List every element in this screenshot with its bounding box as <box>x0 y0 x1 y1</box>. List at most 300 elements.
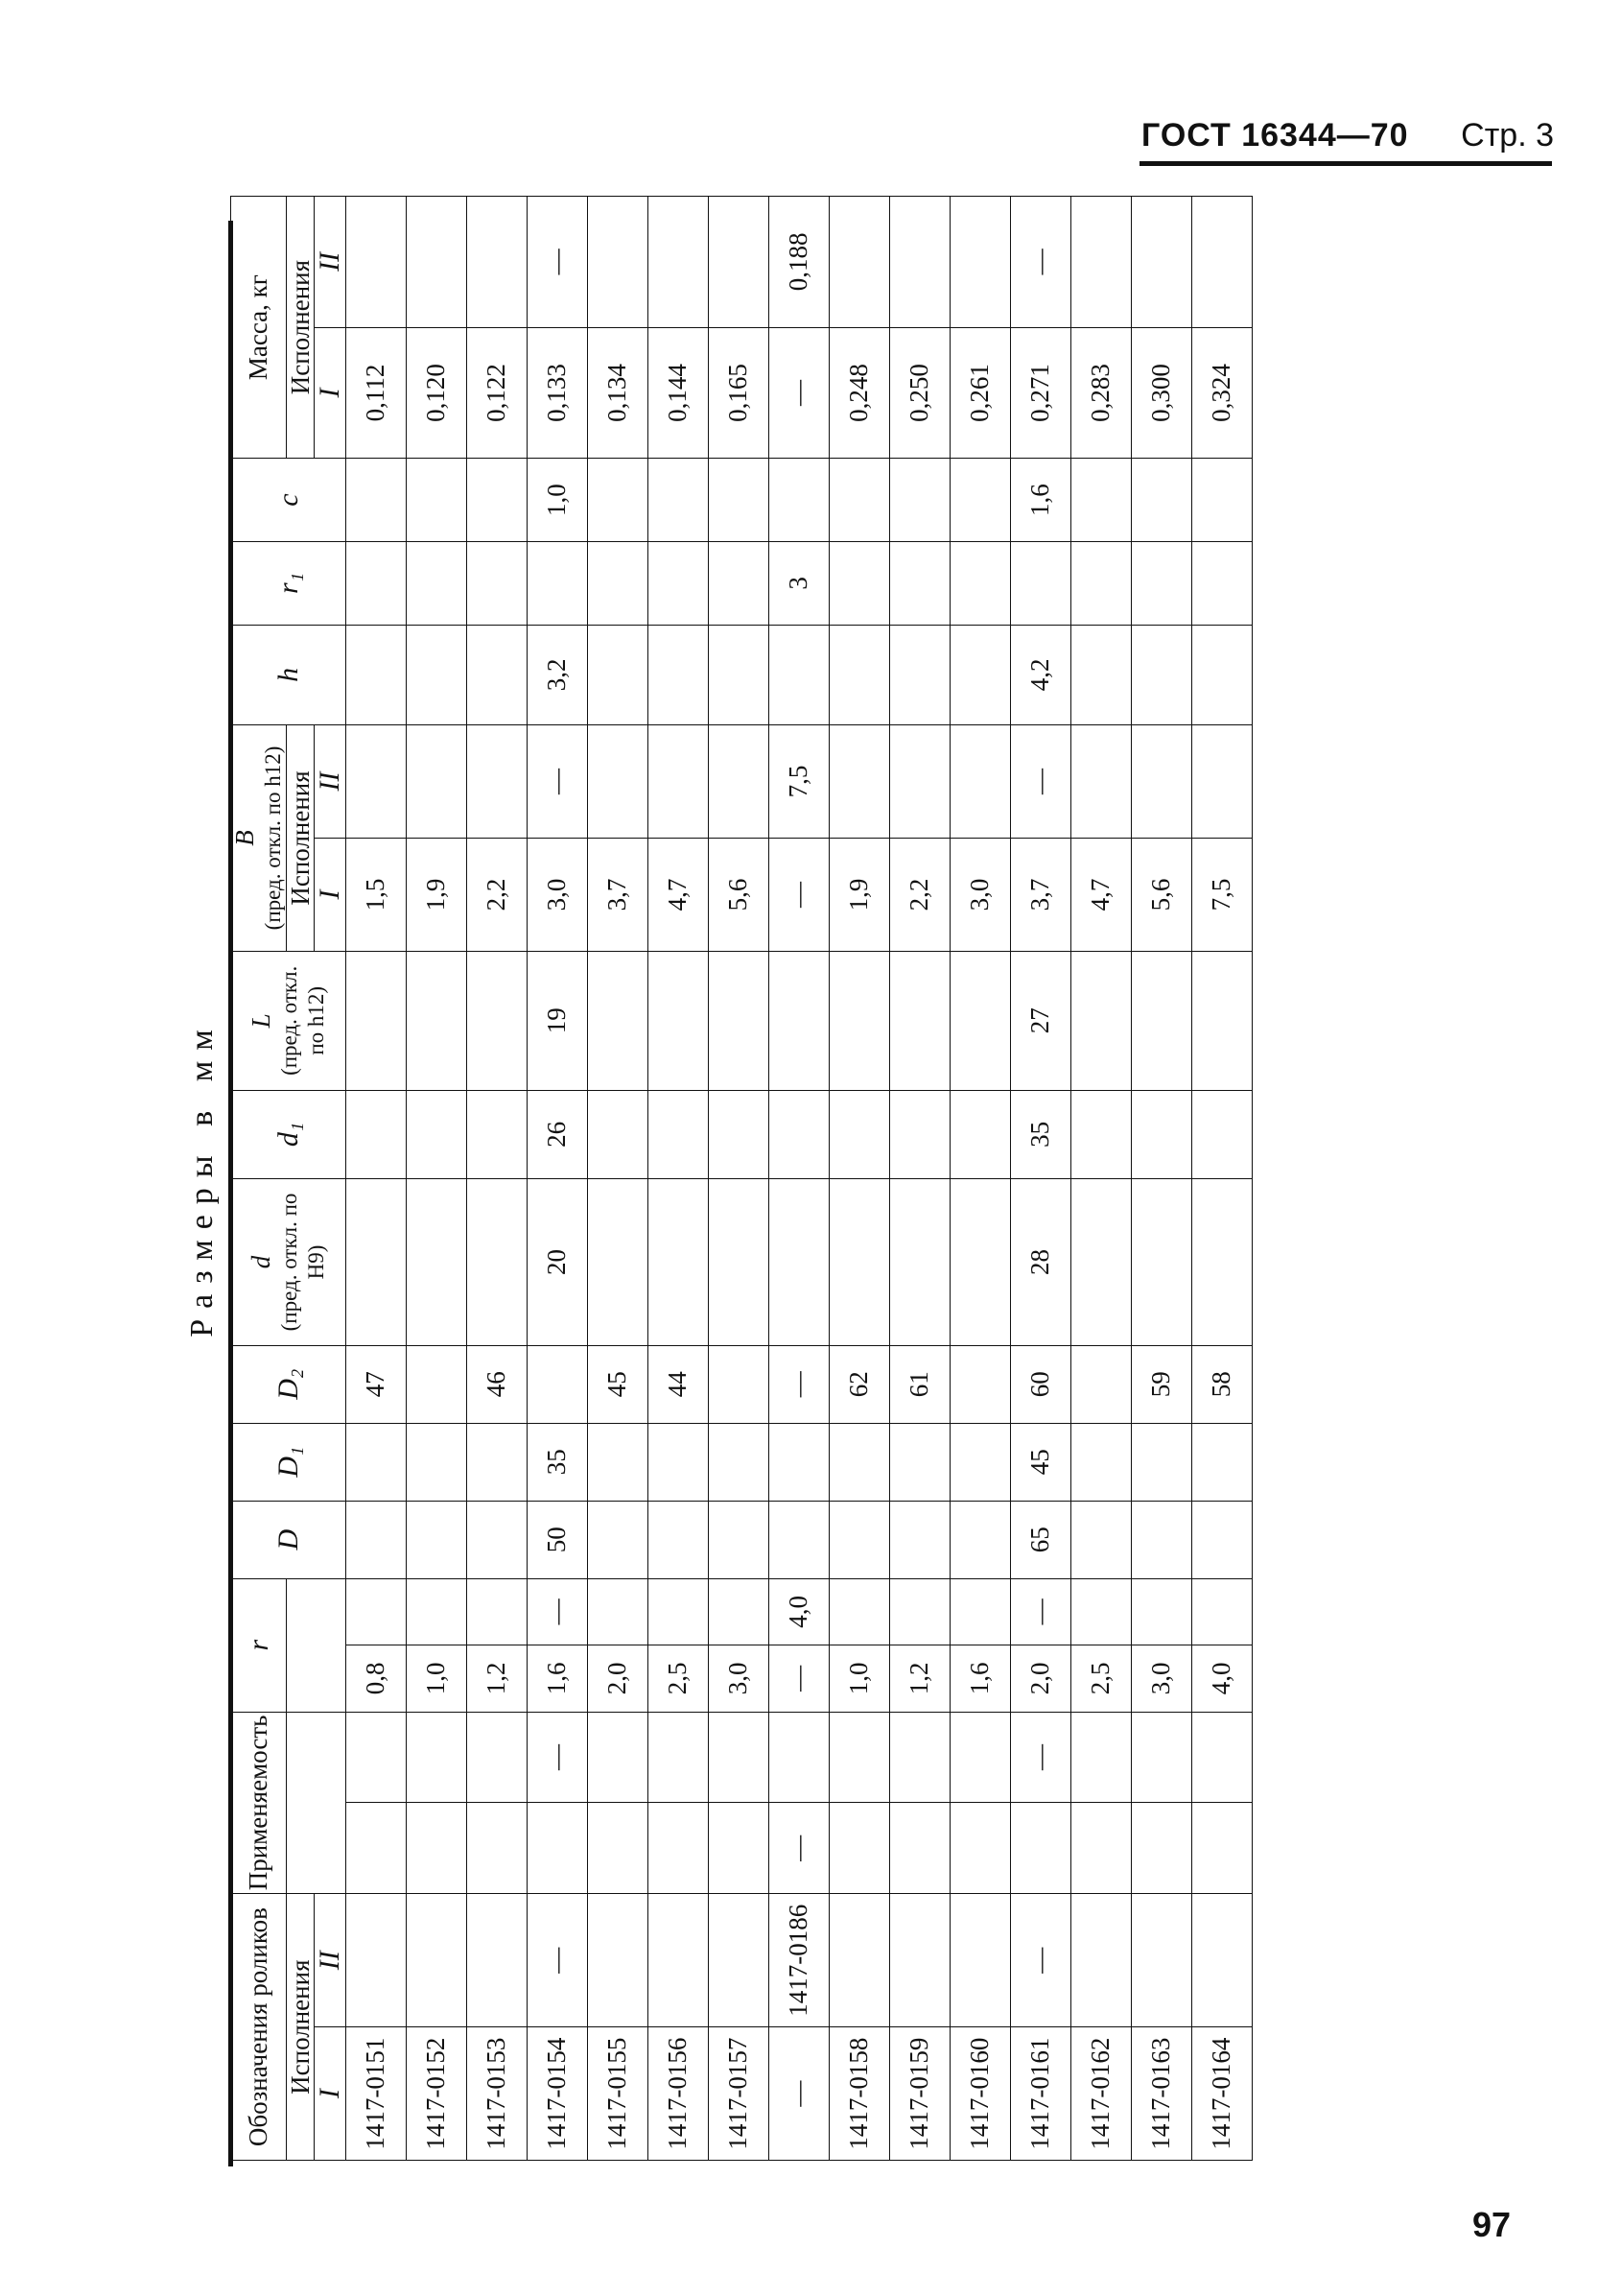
cell-d1 <box>587 1090 647 1179</box>
header-h: h <box>231 625 346 724</box>
cell-d <box>647 1179 708 1346</box>
cell-d1 <box>466 1423 527 1501</box>
cell-des-i: 1417-0163 <box>1131 2027 1191 2161</box>
cell-r1 <box>527 542 587 626</box>
cell-r-i: 2,5 <box>647 1645 708 1712</box>
cell-b-i: 7,5 <box>1191 838 1252 951</box>
cell-des-i: 1417-0160 <box>950 2027 1010 2161</box>
header-des-II: II <box>315 1894 346 2027</box>
cell-d2: 61 <box>889 1345 950 1423</box>
cell-m-ii: — <box>1010 197 1070 328</box>
header-r1: r₁ <box>231 542 346 626</box>
cell-d: 20 <box>527 1179 587 1346</box>
cell-d2 <box>527 1345 587 1423</box>
table-row <box>1131 197 1191 2161</box>
cell-b-i: 3,7 <box>1010 838 1070 951</box>
cell-d1 <box>345 1090 406 1179</box>
cell-r-ii <box>950 1578 1010 1645</box>
cell-l: 19 <box>527 951 587 1090</box>
cell-r1 <box>587 542 647 626</box>
cell-d <box>829 1501 889 1578</box>
cell-l <box>1131 951 1191 1090</box>
cell-d1 <box>1131 1090 1191 1179</box>
cell-app-i <box>527 1803 587 1894</box>
cell-r-i: 1,0 <box>406 1645 466 1712</box>
table-row <box>587 197 647 2161</box>
cell-c <box>587 459 647 542</box>
cell-app-ii <box>406 1712 466 1803</box>
header-B <box>231 724 287 951</box>
cell-app-i <box>1131 1803 1191 1894</box>
cell-d1: 45 <box>1010 1423 1070 1501</box>
cell-l <box>768 951 829 1090</box>
cell-l <box>1070 951 1131 1090</box>
cell-m-ii: 0,188 <box>768 197 829 328</box>
cell-app-ii <box>345 1712 406 1803</box>
cell-des-ii <box>708 1894 768 2027</box>
cell-d1 <box>1191 1090 1252 1179</box>
cell-d2 <box>406 1345 466 1423</box>
cell-b-ii <box>587 724 647 838</box>
cell-app-ii <box>647 1712 708 1803</box>
cell-r1 <box>1070 542 1131 626</box>
cell-r-ii: 4,0 <box>768 1578 829 1645</box>
cell-app-ii <box>1131 1712 1191 1803</box>
cell-l <box>829 951 889 1090</box>
cell-r-ii: — <box>1010 1578 1070 1645</box>
header-d-symbol: d <box>246 1255 275 1269</box>
header-designation-versions: Исполнения <box>286 1894 314 2161</box>
cell-r-i: 3,0 <box>1131 1645 1191 1712</box>
cell-h <box>647 625 708 724</box>
cell-app-ii <box>1070 1712 1131 1803</box>
cell-d2: 58 <box>1191 1345 1252 1423</box>
table-row <box>829 197 889 2161</box>
cell-app-ii <box>587 1712 647 1803</box>
cell-m-ii <box>1191 197 1252 328</box>
cell-b-ii: — <box>527 724 587 838</box>
header-c: c <box>231 459 346 542</box>
cell-app-i <box>1191 1803 1252 1894</box>
cell-app-i <box>1010 1803 1070 1894</box>
cell-h <box>768 625 829 724</box>
cell-r-ii <box>889 1578 950 1645</box>
cell-b-i: 3,0 <box>527 838 587 951</box>
cell-des-ii <box>587 1894 647 2027</box>
header-mass-versions: Исполнения <box>286 197 314 459</box>
cell-m-i: 0,324 <box>1191 327 1252 459</box>
cell-d: 50 <box>527 1501 587 1578</box>
cell-b-i: 4,7 <box>647 838 708 951</box>
cell-r-i: 1,6 <box>950 1645 1010 1712</box>
cell-d1 <box>1191 1423 1252 1501</box>
cell-app-ii <box>889 1712 950 1803</box>
cell-m-ii <box>466 197 527 328</box>
header-d-tolerance: (пред. откл. по H9) <box>277 1193 329 1332</box>
cell-r-i: 1,2 <box>889 1645 950 1712</box>
cell-d1 <box>647 1423 708 1501</box>
cell-b-ii <box>466 724 527 838</box>
cell-app-i <box>466 1803 527 1894</box>
cell-l <box>647 951 708 1090</box>
page-label: Стр. 3 <box>1461 117 1554 154</box>
cell-app-i <box>889 1803 950 1894</box>
cell-d2 <box>1070 1345 1131 1423</box>
cell-app-i: — <box>768 1803 829 1894</box>
header-B-I: I <box>315 838 346 951</box>
cell-d1 <box>708 1090 768 1179</box>
cell-r-i: 1,0 <box>829 1645 889 1712</box>
cell-d2: — <box>768 1345 829 1423</box>
cell-des-ii: — <box>1010 1894 1070 2027</box>
cell-d2: 60 <box>1010 1345 1070 1423</box>
cell-m-ii <box>950 197 1010 328</box>
cell-l: 27 <box>1010 951 1070 1090</box>
cell-m-i: 0,271 <box>1010 327 1070 459</box>
cell-r-i: 1,6 <box>527 1645 587 1712</box>
cell-b-ii <box>1191 724 1252 838</box>
cell-app-ii <box>768 1712 829 1803</box>
cell-c <box>466 459 527 542</box>
cell-r1 <box>406 542 466 626</box>
cell-d2: 47 <box>345 1345 406 1423</box>
cell-h <box>889 625 950 724</box>
cell-h <box>587 625 647 724</box>
cell-d <box>708 1179 768 1346</box>
cell-c <box>708 459 768 542</box>
cell-m-i: 0,300 <box>1131 327 1191 459</box>
cell-c: 1,0 <box>527 459 587 542</box>
cell-des-i: 1417-0153 <box>466 2027 527 2161</box>
cell-r-i: 0,8 <box>345 1645 406 1712</box>
cell-app-i <box>708 1803 768 1894</box>
header-L-symbol: L <box>246 1013 275 1029</box>
cell-des-ii <box>829 1894 889 2027</box>
cell-d1 <box>406 1423 466 1501</box>
cell-r1 <box>708 542 768 626</box>
cell-h <box>708 625 768 724</box>
table-row <box>1191 197 1252 2161</box>
cell-d1 <box>406 1090 466 1179</box>
cell-b-i: 1,5 <box>345 838 406 951</box>
header-d1: d₁ <box>231 1090 346 1179</box>
header-r-blank <box>286 1578 345 1712</box>
header-D2: D₂ <box>231 1345 346 1423</box>
table-caption: Размеры в мм <box>184 1019 220 1337</box>
cell-r-i: 2,5 <box>1070 1645 1131 1712</box>
cell-d <box>889 1501 950 1578</box>
cell-des-ii <box>647 1894 708 2027</box>
cell-c <box>1131 459 1191 542</box>
cell-app-i <box>647 1803 708 1894</box>
table-row <box>768 197 829 2161</box>
cell-r-ii <box>406 1578 466 1645</box>
cell-c <box>950 459 1010 542</box>
cell-b-i: 1,9 <box>829 838 889 951</box>
cell-des-i: 1417-0156 <box>647 2027 708 2161</box>
cell-l <box>950 951 1010 1090</box>
cell-app-i <box>345 1803 406 1894</box>
cell-d <box>406 1179 466 1346</box>
table-row <box>527 197 587 2161</box>
cell-m-i: 0,133 <box>527 327 587 459</box>
cell-l <box>1191 951 1252 1090</box>
cell-d1 <box>466 1090 527 1179</box>
header-B-symbol: B <box>230 830 259 846</box>
cell-des-i: 1417-0162 <box>1070 2027 1131 2161</box>
cell-app-i <box>406 1803 466 1894</box>
cell-m-i: 0,122 <box>466 327 527 459</box>
cell-c: 1,6 <box>1010 459 1070 542</box>
cell-des-i: 1417-0152 <box>406 2027 466 2161</box>
cell-des-ii <box>1070 1894 1131 2027</box>
cell-c <box>647 459 708 542</box>
cell-l <box>406 951 466 1090</box>
cell-d1 <box>1070 1423 1131 1501</box>
cell-d1 <box>950 1423 1010 1501</box>
cell-r-ii <box>1191 1578 1252 1645</box>
cell-b-ii <box>1070 724 1131 838</box>
table-row <box>345 197 406 2161</box>
cell-r-i: — <box>768 1645 829 1712</box>
cell-des-i: 1417-0158 <box>829 2027 889 2161</box>
cell-m-i: 0,165 <box>708 327 768 459</box>
cell-r1: 3 <box>768 542 829 626</box>
cell-c <box>406 459 466 542</box>
cell-m-i: 0,261 <box>950 327 1010 459</box>
table-row <box>889 197 950 2161</box>
cell-m-ii: — <box>527 197 587 328</box>
cell-m-i: 0,283 <box>1070 327 1131 459</box>
cell-d1 <box>587 1423 647 1501</box>
cell-b-i: 3,0 <box>950 838 1010 951</box>
cell-des-i: 1417-0151 <box>345 2027 406 2161</box>
cell-d2: 59 <box>1131 1345 1191 1423</box>
cell-d <box>345 1501 406 1578</box>
cell-d2: 45 <box>587 1345 647 1423</box>
cell-r1 <box>950 542 1010 626</box>
cell-app-ii <box>950 1712 1010 1803</box>
header-B-II: II <box>315 724 346 838</box>
cell-d1 <box>1131 1423 1191 1501</box>
cell-d <box>587 1179 647 1346</box>
cell-b-i: — <box>768 838 829 951</box>
cell-d <box>466 1501 527 1578</box>
header-des-I: I <box>315 2027 346 2161</box>
cell-r-ii <box>466 1578 527 1645</box>
cell-b-ii <box>406 724 466 838</box>
cell-h <box>1131 625 1191 724</box>
cell-h <box>466 625 527 724</box>
cell-d1 <box>829 1423 889 1501</box>
cell-d1 <box>1070 1090 1131 1179</box>
cell-d <box>950 1501 1010 1578</box>
cell-des-ii: 1417-0186 <box>768 1894 829 2027</box>
cell-d1: 35 <box>527 1423 587 1501</box>
cell-m-ii <box>889 197 950 328</box>
cell-m-ii <box>345 197 406 328</box>
table-body <box>345 197 1252 2161</box>
cell-r1 <box>345 542 406 626</box>
cell-d: 65 <box>1010 1501 1070 1578</box>
cell-r-ii <box>708 1578 768 1645</box>
cell-m-i: — <box>768 327 829 459</box>
table-row <box>647 197 708 2161</box>
cell-r-ii <box>1131 1578 1191 1645</box>
cell-b-ii <box>647 724 708 838</box>
cell-c <box>1191 459 1252 542</box>
cell-r1 <box>1010 542 1070 626</box>
cell-h <box>406 625 466 724</box>
cell-des-ii <box>889 1894 950 2027</box>
cell-des-ii: — <box>527 1894 587 2027</box>
header-D: D <box>231 1501 346 1578</box>
cell-b-i: 3,7 <box>587 838 647 951</box>
cell-r1 <box>1131 542 1191 626</box>
header-d <box>231 1179 346 1346</box>
cell-r1 <box>1191 542 1252 626</box>
cell-des-i: 1417-0154 <box>527 2027 587 2161</box>
cell-des-i: 1417-0164 <box>1191 2027 1252 2161</box>
cell-b-i: 5,6 <box>708 838 768 951</box>
cell-d1 <box>345 1423 406 1501</box>
cell-des-ii <box>406 1894 466 2027</box>
cell-d <box>1070 1501 1131 1578</box>
cell-d1 <box>768 1423 829 1501</box>
table-row <box>708 197 768 2161</box>
cell-r-i: 2,0 <box>587 1645 647 1712</box>
cell-b-i: 4,7 <box>1070 838 1131 951</box>
cell-app-ii: — <box>527 1712 587 1803</box>
header-B-versions: Исполнения <box>286 724 314 951</box>
cell-c <box>1070 459 1131 542</box>
cell-r-i: 4,0 <box>1191 1645 1252 1712</box>
cell-app-i <box>587 1803 647 1894</box>
cell-d <box>1191 1179 1252 1346</box>
cell-l <box>587 951 647 1090</box>
cell-b-ii: — <box>1010 724 1070 838</box>
cell-m-ii <box>587 197 647 328</box>
cell-app-ii <box>466 1712 527 1803</box>
table-row <box>466 197 527 2161</box>
cell-m-ii <box>647 197 708 328</box>
cell-d <box>768 1179 829 1346</box>
cell-m-ii <box>708 197 768 328</box>
cell-d <box>1131 1179 1191 1346</box>
cell-app-ii <box>708 1712 768 1803</box>
cell-r1 <box>829 542 889 626</box>
header-designation: Обозначения роликов <box>231 1894 287 2161</box>
cell-d <box>829 1179 889 1346</box>
cell-h <box>1191 625 1252 724</box>
cell-d1 <box>708 1423 768 1501</box>
cell-r1 <box>647 542 708 626</box>
header-L-tolerance: (пред. откл. по h12) <box>277 965 329 1076</box>
cell-d2: 46 <box>466 1345 527 1423</box>
cell-d1 <box>889 1423 950 1501</box>
cell-b-ii <box>1131 724 1191 838</box>
header-rule <box>1139 161 1552 166</box>
cell-m-ii <box>829 197 889 328</box>
cell-d1: 26 <box>527 1090 587 1179</box>
cell-d1 <box>768 1090 829 1179</box>
table-row <box>1010 197 1070 2161</box>
cell-b-i: 2,2 <box>466 838 527 951</box>
cell-b-ii <box>889 724 950 838</box>
cell-m-ii <box>406 197 466 328</box>
cell-d <box>647 1501 708 1578</box>
header-applicability-blank <box>286 1712 345 1894</box>
cell-des-i: 1417-0155 <box>587 2027 647 2161</box>
page-number: 97 <box>1472 2205 1512 2244</box>
cell-app-ii: — <box>1010 1712 1070 1803</box>
cell-d <box>587 1501 647 1578</box>
cell-l <box>889 951 950 1090</box>
cell-b-ii <box>345 724 406 838</box>
cell-m-i: 0,250 <box>889 327 950 459</box>
cell-r-ii <box>647 1578 708 1645</box>
cell-des-i: 1417-0161 <box>1010 2027 1070 2161</box>
header-B-tolerance: (пред. откл. по h12) <box>261 746 286 931</box>
cell-d1: 35 <box>1010 1090 1070 1179</box>
cell-b-ii <box>708 724 768 838</box>
cell-c <box>889 459 950 542</box>
cell-des-i: 1417-0157 <box>708 2027 768 2161</box>
cell-b-ii <box>950 724 1010 838</box>
header-mass: Масса, кг <box>231 197 287 459</box>
header-D1: D₁ <box>231 1423 346 1501</box>
cell-app-i <box>829 1803 889 1894</box>
cell-d <box>1131 1501 1191 1578</box>
header-r: r <box>231 1578 287 1712</box>
cell-c <box>345 459 406 542</box>
cell-m-i: 0,248 <box>829 327 889 459</box>
cell-app-ii <box>1191 1712 1252 1803</box>
cell-d <box>889 1179 950 1346</box>
standard-number: ГОСТ 16344—70 <box>1141 117 1409 154</box>
header-L <box>231 951 346 1090</box>
cell-b-i: 5,6 <box>1131 838 1191 951</box>
cell-d <box>1070 1179 1131 1346</box>
cell-h <box>950 625 1010 724</box>
cell-d <box>708 1501 768 1578</box>
cell-m-i: 0,120 <box>406 327 466 459</box>
cell-d1 <box>889 1090 950 1179</box>
cell-r-ii <box>1070 1578 1131 1645</box>
cell-d <box>950 1179 1010 1346</box>
cell-d2: 62 <box>829 1345 889 1423</box>
cell-r-i: 2,0 <box>1010 1645 1070 1712</box>
cell-b-i: 2,2 <box>889 838 950 951</box>
cell-d2 <box>708 1345 768 1423</box>
rotated-table-block <box>184 196 1521 2161</box>
table-row <box>1070 197 1131 2161</box>
cell-d <box>466 1179 527 1346</box>
table-row <box>950 197 1010 2161</box>
cell-d1 <box>950 1090 1010 1179</box>
cell-des-ii <box>1191 1894 1252 2027</box>
cell-h <box>829 625 889 724</box>
cell-des-ii <box>1131 1894 1191 2027</box>
cell-r-ii <box>829 1578 889 1645</box>
cell-des-i: — <box>768 2027 829 2161</box>
cell-d2 <box>950 1345 1010 1423</box>
header-mass-II: II <box>315 197 346 328</box>
cell-h: 4,2 <box>1010 625 1070 724</box>
cell-app-ii <box>829 1712 889 1803</box>
cell-m-i: 0,144 <box>647 327 708 459</box>
cell-d <box>345 1179 406 1346</box>
